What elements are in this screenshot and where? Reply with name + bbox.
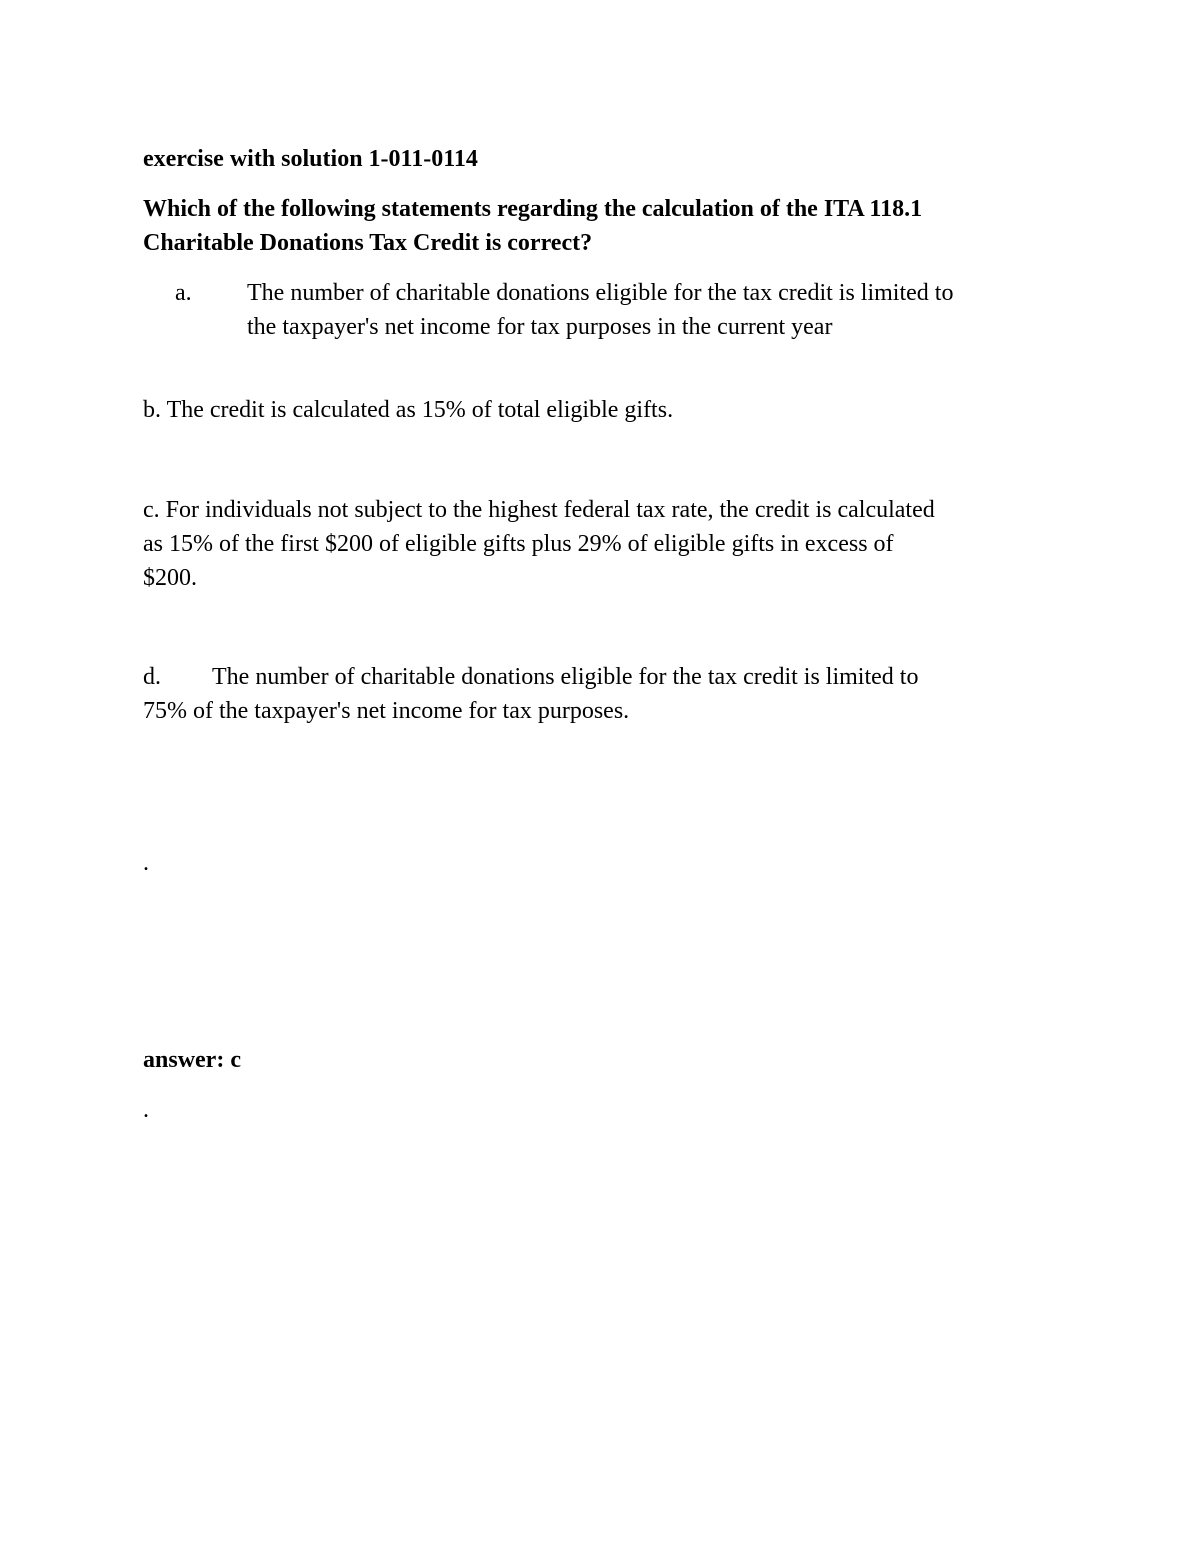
option-d-marker: d. [143, 664, 161, 690]
option-a-marker: a. [175, 280, 192, 306]
option-b-line-1: b. The credit is calculated as 15% of total eligible gifts. [143, 397, 674, 423]
question-line-2: Charitable Donations Tax Credit is correct? [143, 230, 593, 256]
answer-line: answer: c [143, 1047, 241, 1073]
option-d-line-1: The number of charitable donations eligible for the tax credit is limited to [212, 664, 919, 690]
option-c-line-2: as 15% of the first $200 of eligible gifts plus 29% of eligible gifts in excess of [143, 531, 894, 557]
option-a-line-1: The number of charitable donations eligible for the tax credit is limited to [247, 280, 954, 306]
option-a-line-2: the taxpayer's net income for tax purposes in the current year [247, 314, 833, 340]
exercise-title: exercise with solution 1-011-0114 [143, 146, 478, 172]
option-c-line-3: $200. [143, 565, 197, 591]
option-c-line-1: c. For individuals not subject to the highest federal tax rate, the credit is calculated [143, 497, 935, 523]
separator-dot-1: . [143, 850, 149, 876]
option-d-line-2: 75% of the taxpayer's net income for tax purposes. [143, 698, 630, 724]
question-line-1: Which of the following statements regarding the calculation of the ITA 118.1 [143, 196, 923, 222]
separator-dot-2: . [143, 1097, 149, 1123]
